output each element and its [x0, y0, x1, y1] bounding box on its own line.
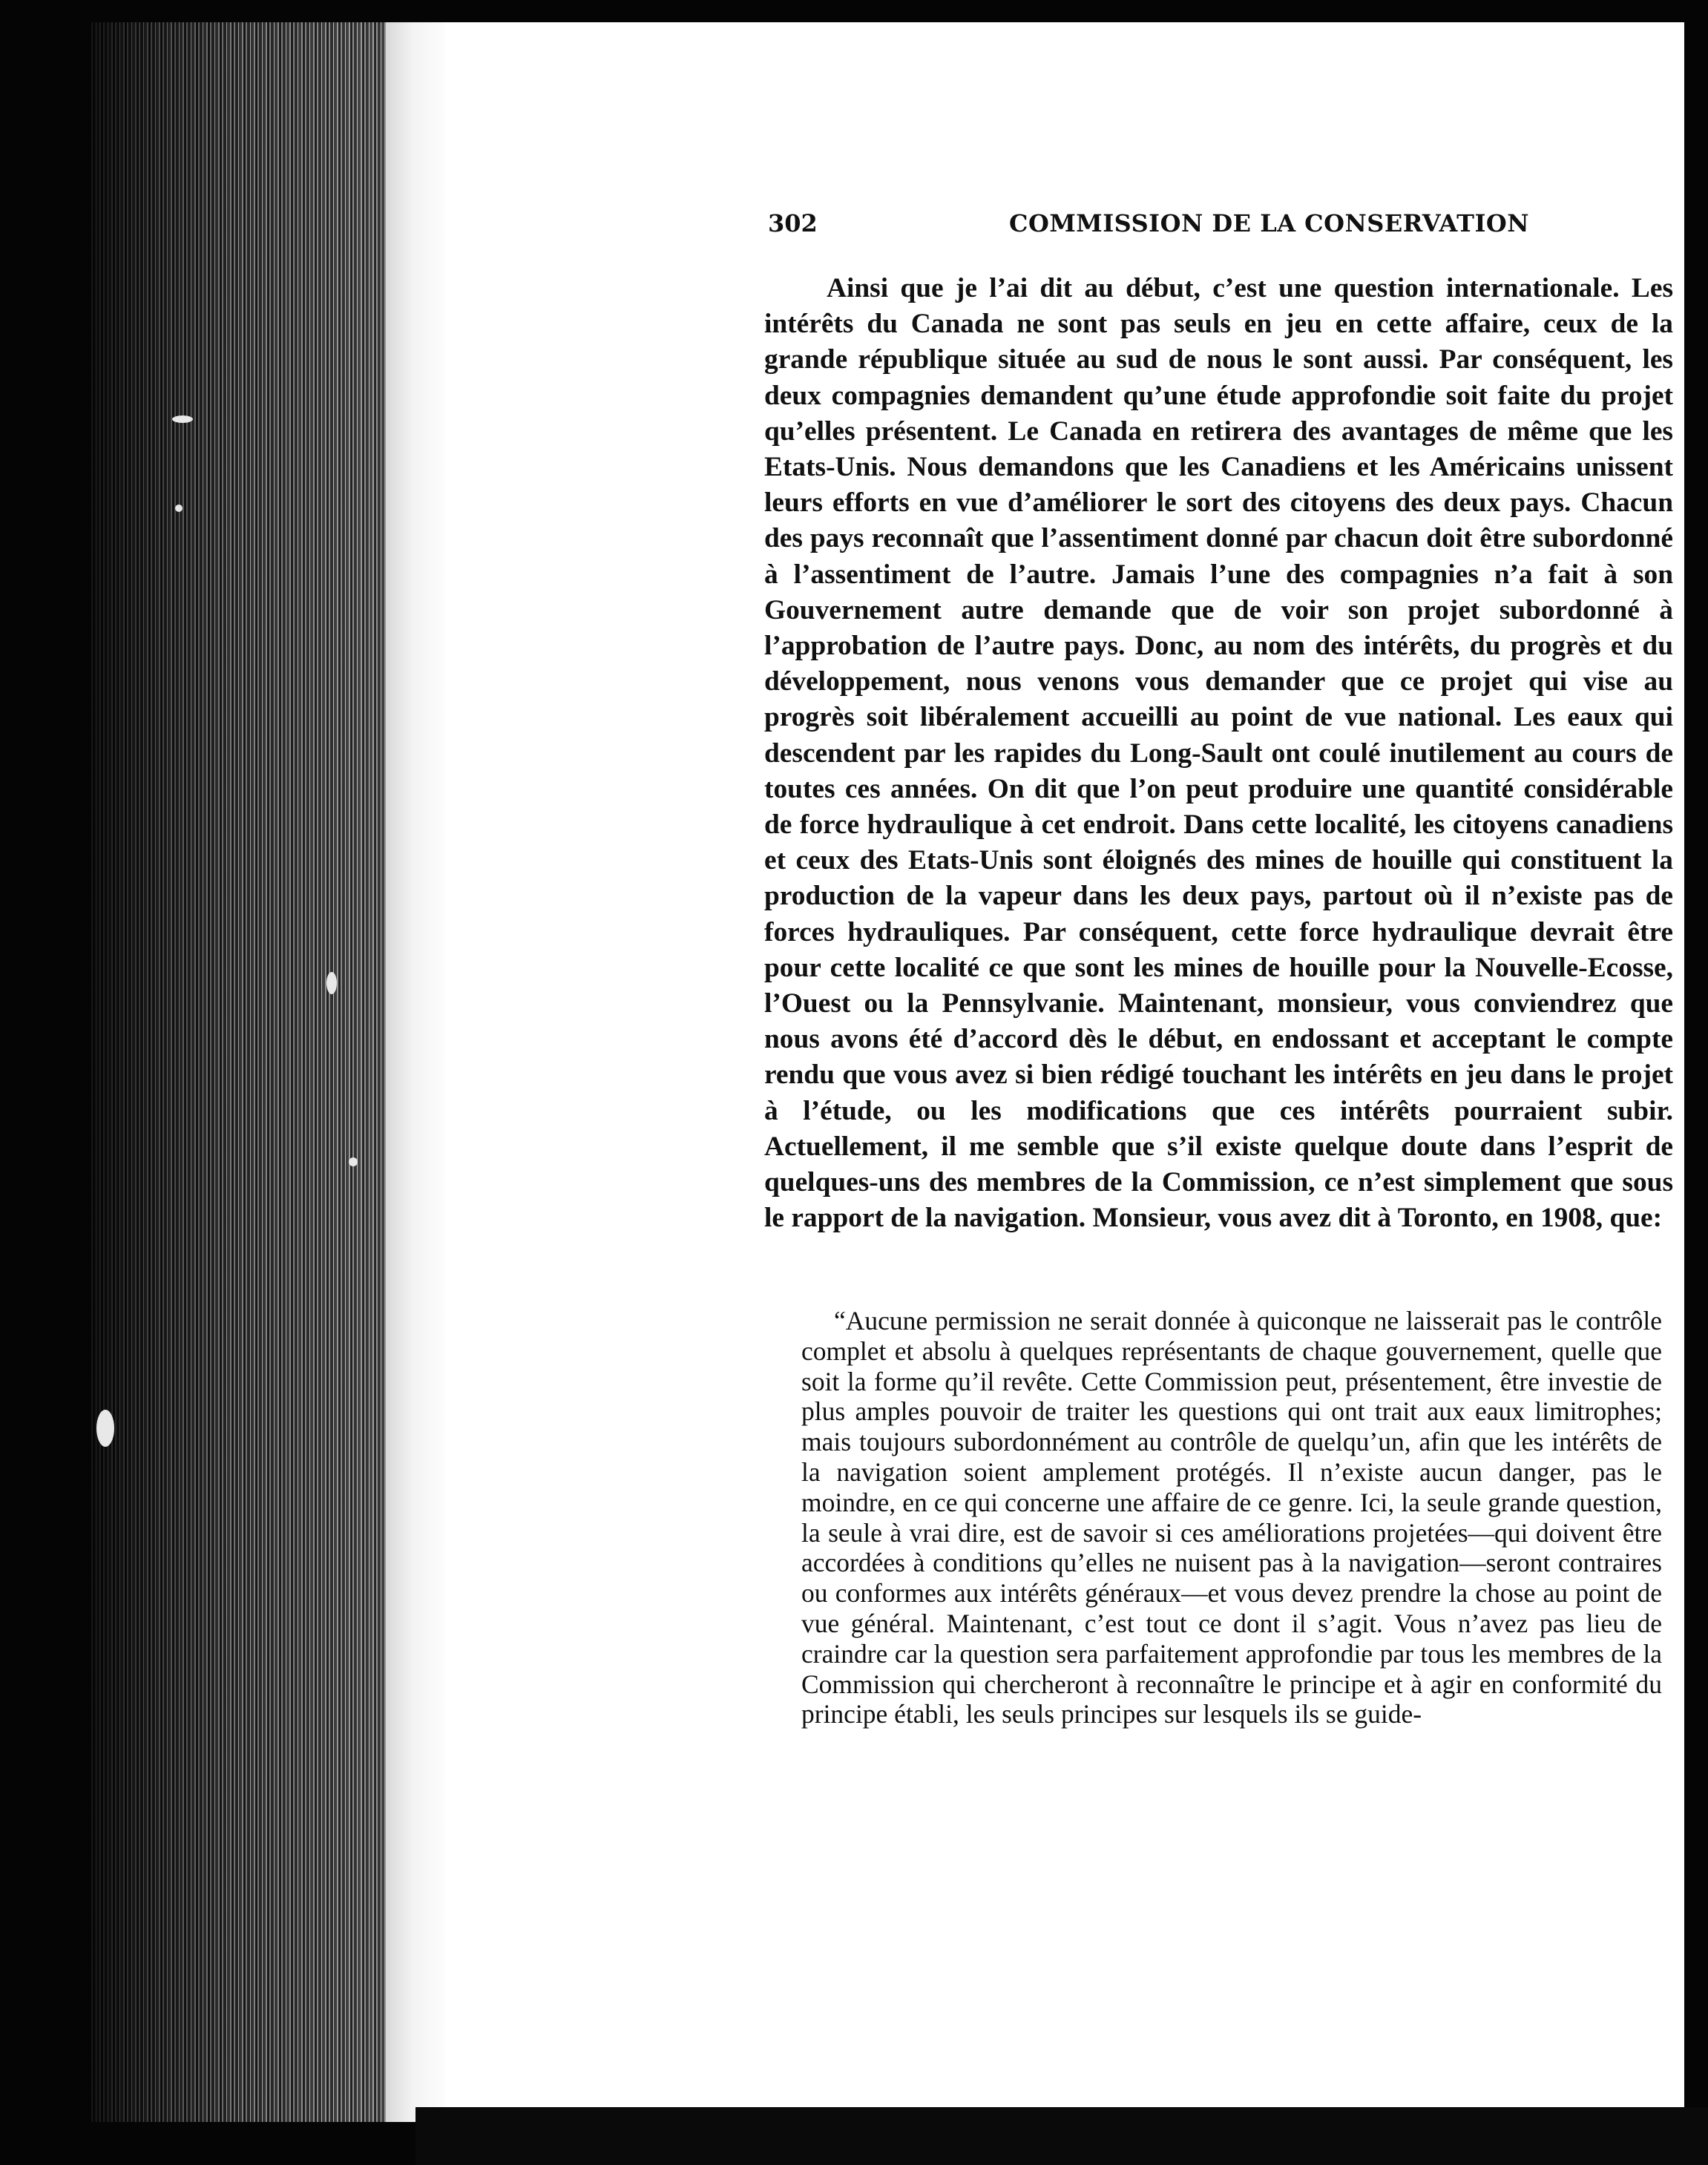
page-number: 302	[768, 209, 818, 237]
body-paragraph: Ainsi que je l’ai dit au début, c’est une question internationale. Les intérêts du Canada ne sont pas seuls en jeu en cette affaire, ceux de la grande république située au sud de nous le sont aussi. Par conséquent, les deux compagnies demandent qu’une étude approfondie soit faite du projet qu’elles présentent. Le Canada en retirera des avantages de même que les Etats-Unis. Nous demandons que les Canadiens et les Américains unissent leurs efforts en vue d’améliorer le sort des citoyens des deux pays. Chacun des pays reconnaît que l’assentiment donné par chacun doit être subordonné à l’assentiment de l’autre. Jamais l’une des compagnies n’a fait à son Gouvernement autre demande que de voir son projet subordonné à l’approbation de l’autre pays. Donc, au nom des intérêts, du progrès et du développement, nous venons vous demander que ce projet qui vise au progrès soit libéralement accueilli au point de vue national. Les eaux qui descendent par les rapides du Long-Sault ont coulé inutilement au cours de toutes ces années. On dit que l’on peut produire une quantité considérable de force hydraulique à cet endroit. Dans cette localité, les citoyens canadiens et ceux des Etats-Unis sont éloignés des mines de houille qui constituent la production de la vapeur dans les deux pays, partout où il n’existe pas de forces hydrauliques. Par conséquent, cette force hydraulique devrait être pour cette localité ce que sont les mines de houille pour la Nouvelle-Ecosse, l’Ouest ou la Pennsylvanie. Maintenant, monsieur, vous conviendrez que nous avons été d’accord dès le début, en endossant et acceptant le compte rendu que vous avez si bien rédigé touchant les intérêts en jeu dans le projet à l’étude, ou les modifications que ces intérêts pourraient subir. Actuellement, il me semble que s’il existe quelque doute dans l’esprit de quelques-uns des membres de la Commission, ce n’est simplement que sous le rapport de la navigation. Monsieur, vous avez dit à Toronto, en 1908, que:	[764, 273, 1673, 1234]
running-title: COMMISSION DE LA CONSERVATION	[1009, 209, 1530, 237]
quote-paragraph: “Aucune permission ne serait donnée à quiconque ne laisserait pas le contrôle complet et absolu à quelques représentants de chaque gouvernement, quelle que soit la forme qu’il revête. Cette Commission peut, présentement, être investie de plus amples pouvoir de traiter les questions qui ont trait aux eaux limitrophes; mais toujours subordonnément au contrôle de quelqu’un, afin que les intérêts de la navigation soient amplement protégés. Il n’existe aucun danger, pas le moindre, en ce qui concerne une affaire de ce genre. Ici, la seule grande question, la seule à vrai dire, est de savoir si ces améliorations projetées—qui doivent être accordées à conditions qu’elles ne nuisent pas à la navigation—seront contraires ou conformes aux intérêts généraux—et vous devez prendre la chose au point de vue général. Maintenant, c’est tout ce dont il s’agit. Vous n’avez pas lieu de craindre car la question sera parfaitement approfondie par tous les membres de la Commission qui chercheront à reconnaître le principe et à agir en conformité du principe établi, les seuls principes sur lesquels ils se guide-	[801, 1306, 1662, 1729]
scan-speck	[172, 415, 193, 423]
scan-speck	[96, 1410, 114, 1447]
scan-bottom-border	[415, 2107, 1708, 2165]
block-quote	[801, 1306, 1662, 1729]
scan-speck	[349, 1157, 358, 1166]
main-text	[764, 271, 1673, 1236]
scan-speck	[326, 972, 337, 994]
book-gutter	[386, 22, 453, 2122]
scan-speck	[175, 505, 183, 512]
running-header	[768, 209, 1662, 254]
